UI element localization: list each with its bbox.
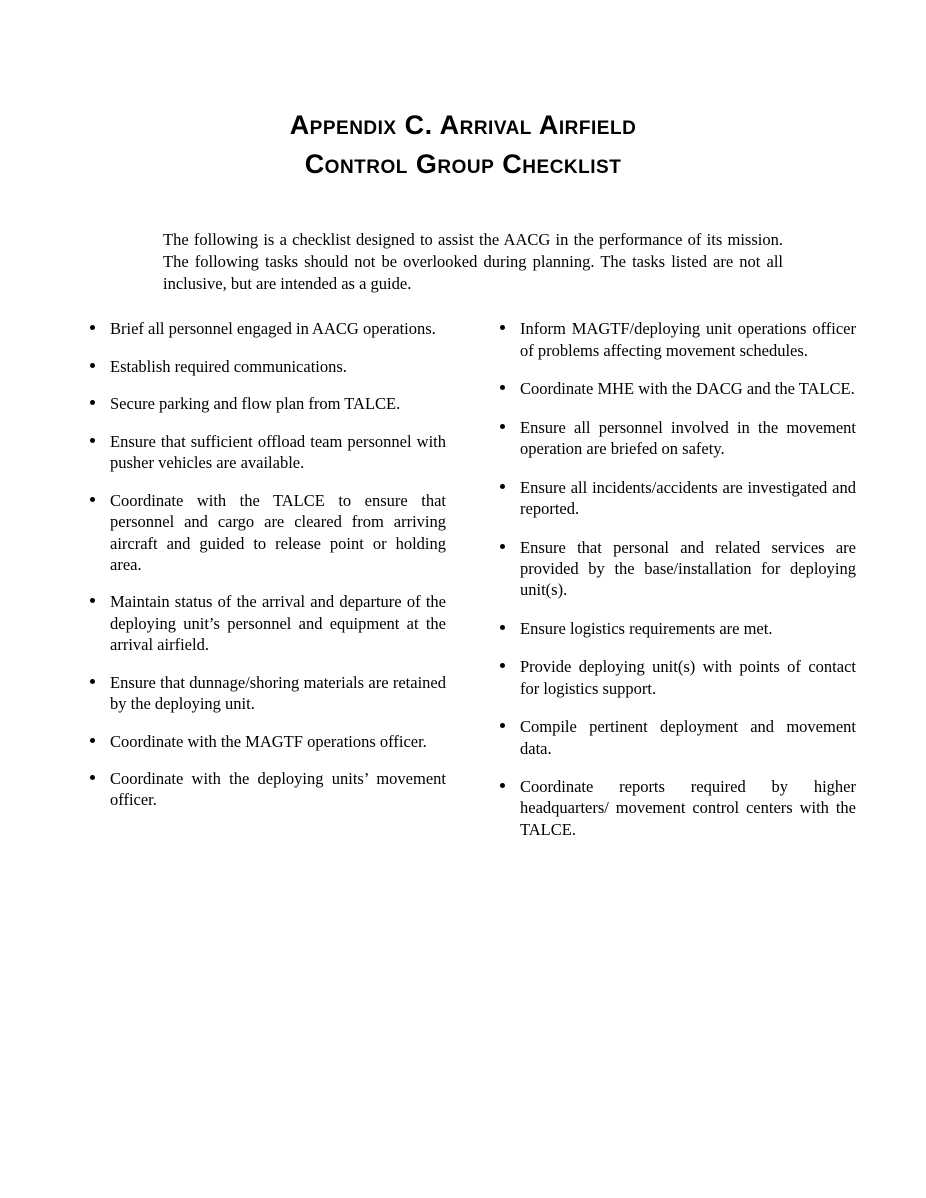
list-item <box>498 776 856 840</box>
list-item-text: Ensure all incidents/accidents are investigated and reported. <box>520 477 856 519</box>
bullet-icon <box>90 363 95 368</box>
checklist-column-right <box>498 318 856 857</box>
list-item <box>88 356 446 377</box>
bullet-icon <box>500 625 505 630</box>
checklist-right <box>498 318 856 840</box>
bullet-icon <box>90 738 95 743</box>
list-item-text: Coordinate reports required by higher headquarters/ movement control centers with the TALCE. <box>520 777 856 839</box>
bullet-icon <box>500 424 505 429</box>
bullet-icon <box>90 400 95 405</box>
list-item-text: Provide deploying unit(s) with points of contact for logistics support. <box>520 657 856 698</box>
list-item <box>88 318 446 339</box>
list-item-text: Ensure that sufficient offload team personnel with pusher vehicles are available. <box>110 431 446 473</box>
bullet-icon <box>500 544 505 549</box>
list-item-text: Inform MAGTF/deploying unit operations officer of problems affecting movement schedules. <box>520 319 856 360</box>
list-item <box>498 537 856 601</box>
list-item-text: Coordinate with the TALCE to ensure that personnel and cargo are cleared from arriving aircraft and guided to release point or holding area. <box>110 490 446 574</box>
title-line-2: Control Group Checklist <box>304 149 622 180</box>
checklist-left <box>88 318 446 810</box>
bullet-icon <box>500 783 505 788</box>
list-item-text: Coordinate MHE with the DACG and the TALCE. <box>520 379 855 399</box>
list-item <box>88 393 446 414</box>
list-item-text: Maintain status of the arrival and departure of the deploying unit’s personnel and equipment at the arrival airfield. <box>110 592 446 655</box>
bullet-icon <box>90 598 95 603</box>
list-item-text: Ensure that dunnage/shoring materials are retained by the deploying unit. <box>110 672 446 714</box>
list-item <box>498 318 856 361</box>
bullet-icon <box>500 663 505 668</box>
list-item-text: Coordinate with the MAGTF operations officer. <box>110 731 427 751</box>
bullet-icon <box>500 723 505 728</box>
checklist-column-left <box>88 318 446 857</box>
list-item-text: Ensure logistics requirements are met. <box>520 618 773 638</box>
list-item <box>88 490 446 576</box>
list-item <box>498 378 856 399</box>
bullet-icon <box>90 775 95 780</box>
list-item-text: Compile pertinent deployment and movement data. <box>520 717 856 758</box>
list-item <box>88 731 446 752</box>
bullet-icon <box>90 679 95 684</box>
list-item-text: Coordinate with the deploying units’ movement officer. <box>110 769 446 810</box>
list-item <box>498 716 856 759</box>
list-item <box>498 618 856 639</box>
bullet-icon <box>500 325 505 330</box>
list-item <box>498 477 856 520</box>
bullet-icon <box>90 438 95 443</box>
intro-paragraph: The following is a checklist designed to assist the AACG in the performance of its mission. The following tasks should not be overlooked during planning. The tasks listed are not all inclusive, but are intended as a guide. <box>163 230 783 293</box>
bullet-icon <box>500 385 505 390</box>
bullet-icon <box>90 497 95 502</box>
list-item <box>88 591 446 655</box>
bullet-icon <box>500 484 505 489</box>
list-item-text: Secure parking and flow plan from TALCE. <box>110 394 401 414</box>
list-item-text: Brief all personnel engaged in AACG operations. <box>110 319 436 339</box>
list-item <box>498 656 856 699</box>
checklist-columns <box>0 318 926 857</box>
list-item-text: Ensure all personnel involved in the movement operation are briefed on safety. <box>520 417 856 459</box>
list-item <box>88 431 446 474</box>
list-item <box>88 672 446 715</box>
title-line-1: Appendix C. Arrival Airfield <box>289 110 637 140</box>
list-item <box>498 417 856 460</box>
list-item-text: Ensure that personal and related services are provided by the base/installation for deploying unit(s). <box>520 537 856 600</box>
list-item <box>88 768 446 811</box>
page-title <box>0 108 926 182</box>
bullet-icon <box>90 325 95 330</box>
list-item-text: Establish required communications. <box>110 356 347 376</box>
